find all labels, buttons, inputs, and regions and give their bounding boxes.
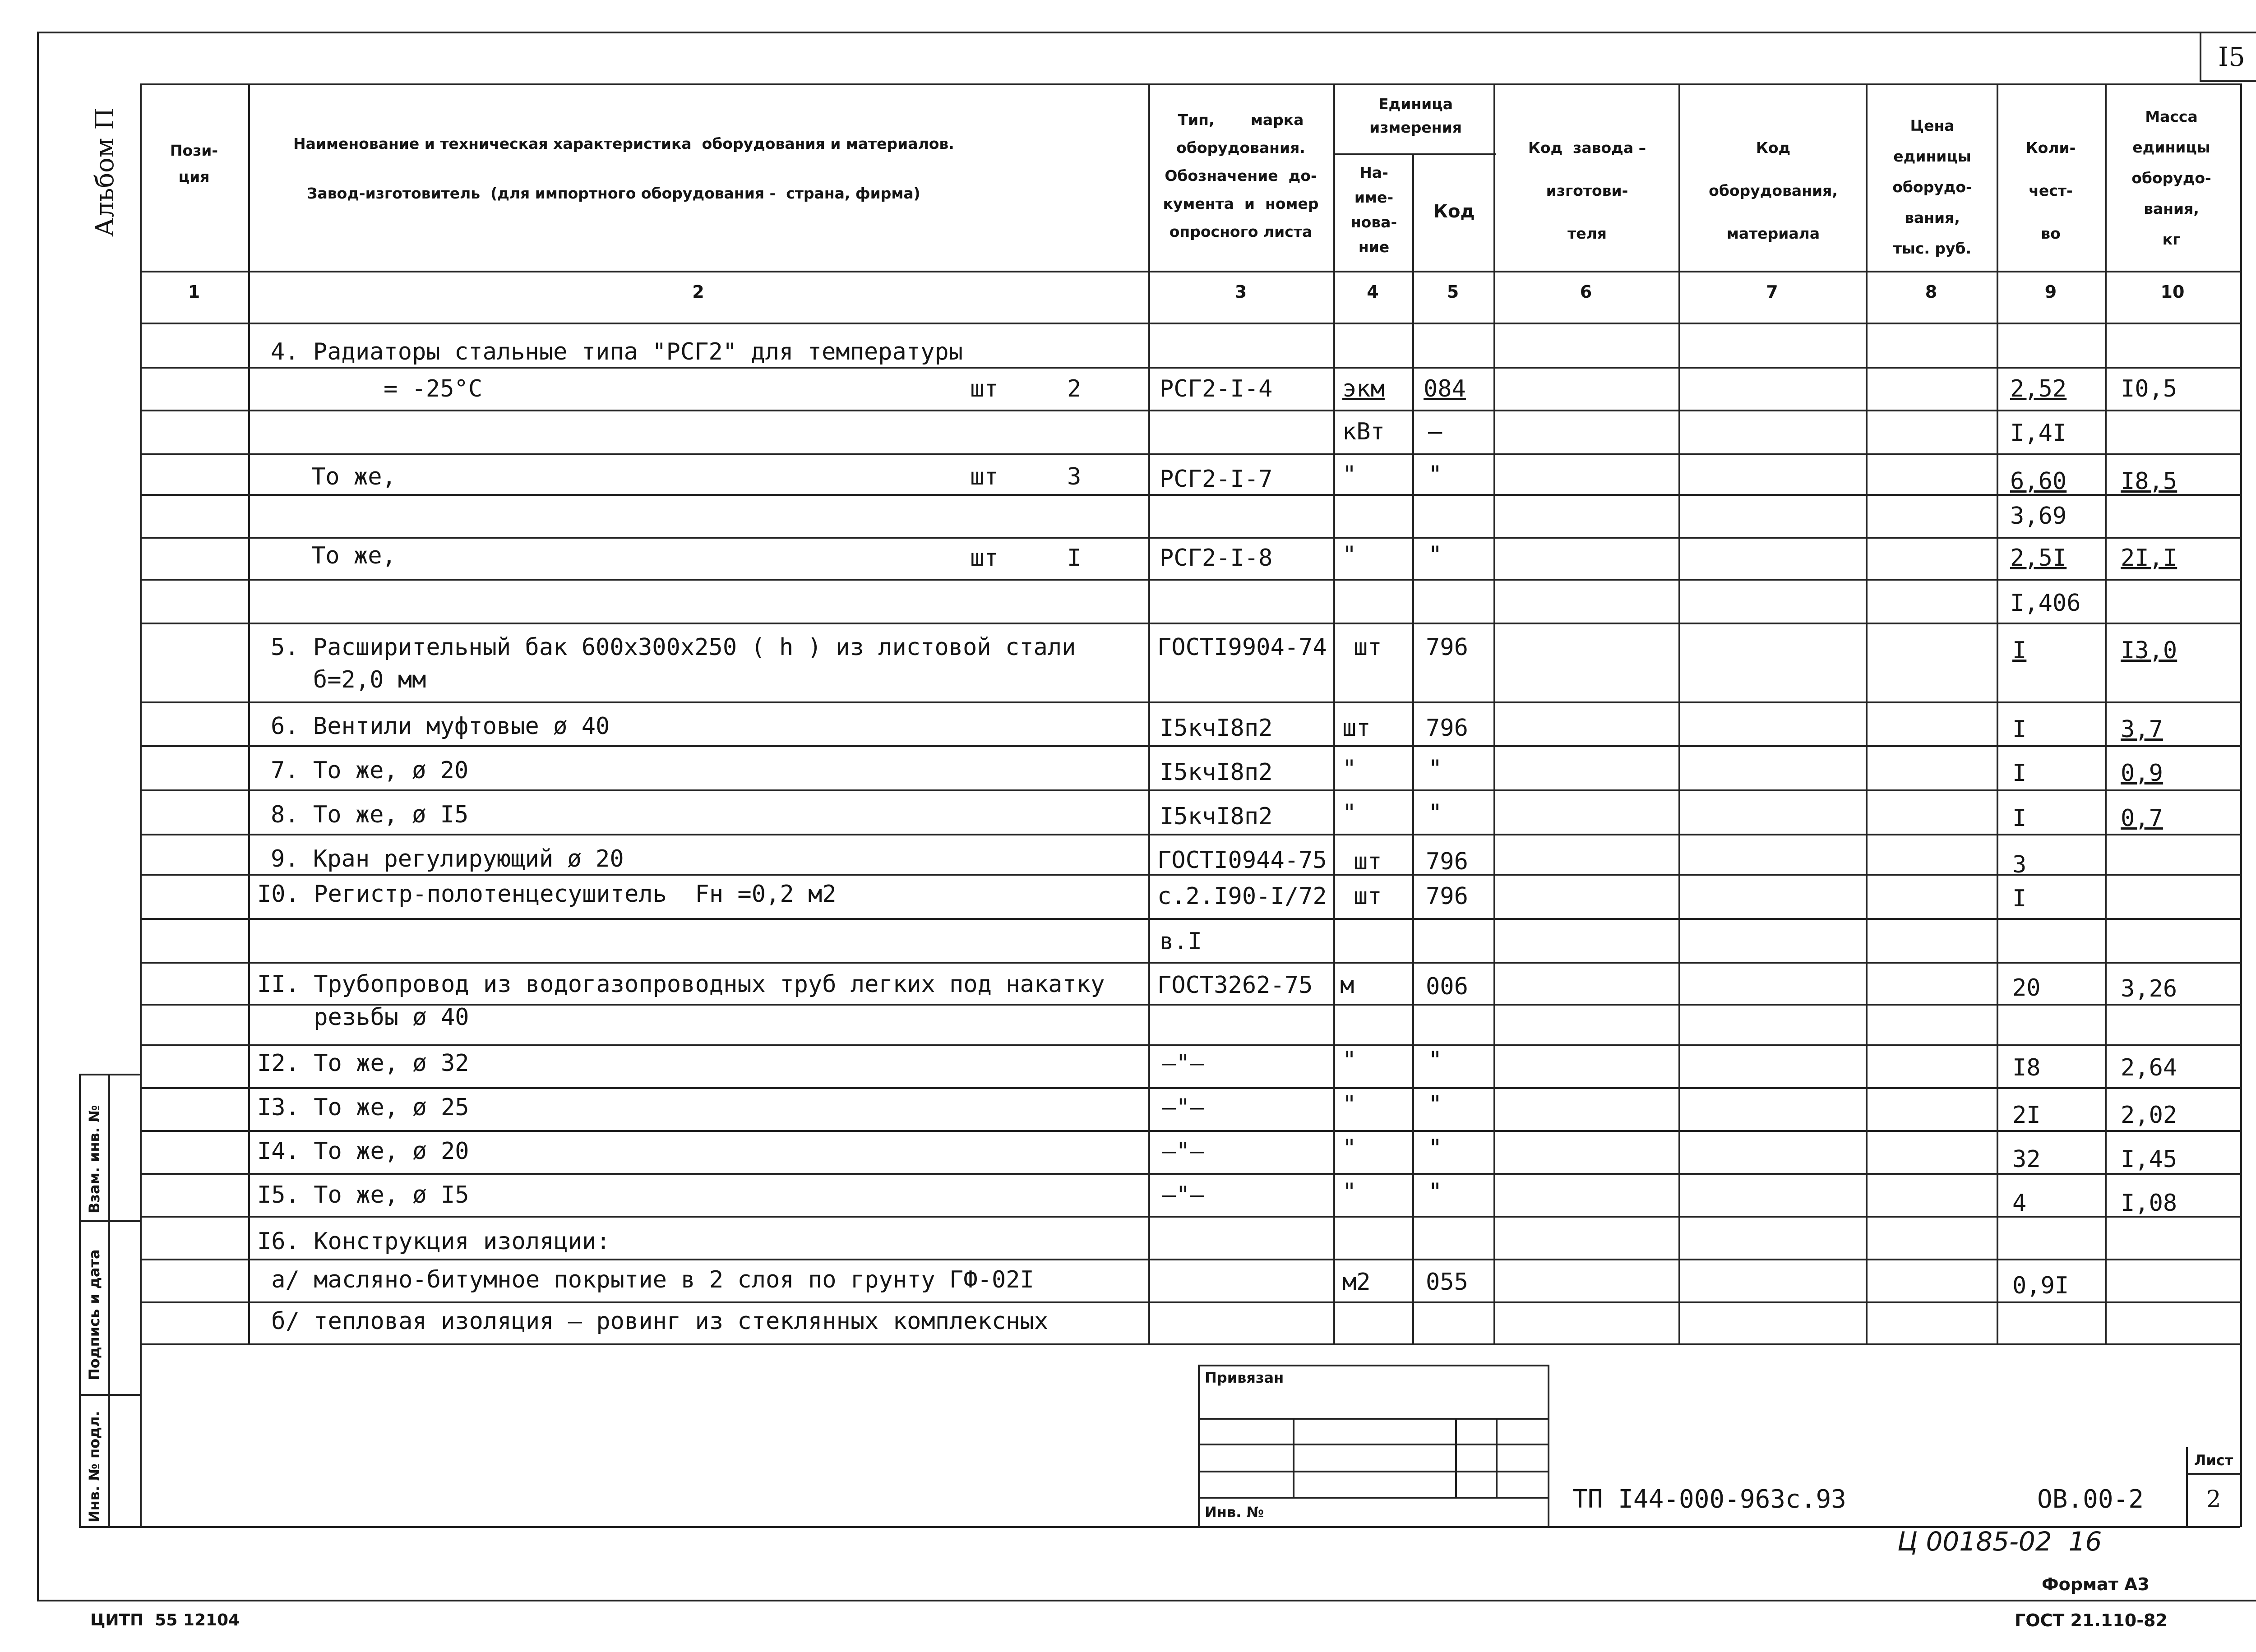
item-8-qty: I xyxy=(2012,805,2027,832)
header-quantity: Коли- чест- во xyxy=(2025,139,2076,242)
item-14-unit-name: " xyxy=(1342,1135,1357,1162)
item-10-type-2: в.I xyxy=(1160,928,1202,955)
item-11-name: II. Трубопровод из водогазопроводных труб легких под накатку xyxy=(257,971,1105,998)
item-15-unit-code: " xyxy=(1428,1178,1442,1205)
item-4-unit-name: экм xyxy=(1342,375,1385,402)
item-7-unit-code: " xyxy=(1428,755,1442,782)
side-label-vzam: Взам. инв. № xyxy=(86,1105,103,1214)
item-13-mass: 2,02 xyxy=(2121,1102,2177,1129)
item-4c-unit-name: " xyxy=(1342,541,1357,568)
item-16a-unit-code: 055 xyxy=(1426,1269,1468,1296)
item-4-mass: I0,5 xyxy=(2121,375,2177,402)
item-14-qty: 32 xyxy=(2012,1146,2041,1173)
item-10-unit-name: шт xyxy=(1354,883,1382,910)
item-14-name: I4. То же, ø 20 xyxy=(257,1138,469,1165)
item-9-qty: 3 xyxy=(2012,851,2027,878)
item-4c-qty: 2,5I xyxy=(2010,545,2067,572)
item-12-type: –"– xyxy=(1162,1050,1204,1077)
item-10-type: с.2.I90-I/72 xyxy=(1157,883,1327,910)
stamp-list-label: Лист xyxy=(2194,1452,2233,1469)
item-14-mass: I,45 xyxy=(2121,1146,2177,1173)
header-unit-code: Код xyxy=(1433,201,1475,222)
item-13-qty: 2I xyxy=(2012,1102,2041,1129)
col-number-4: 4 xyxy=(1367,282,1379,302)
header-type: Тип, марка оборудования. Обозначение до- кумента и номер опросного листа xyxy=(1163,111,1319,240)
item-4c-type: РСГ2-I-8 xyxy=(1160,545,1273,572)
item-7-name: 7. То же, ø 20 xyxy=(271,757,469,784)
header-factory-code: Код завода – изготови- теля xyxy=(1528,139,1646,242)
item-12-mass: 2,64 xyxy=(2121,1054,2177,1081)
item-11-mass: 3,26 xyxy=(2121,975,2177,1002)
stamp-doc-code: ТП I44-000-963с.93 xyxy=(1572,1485,1846,1514)
item-4-subname: = -25°C xyxy=(384,375,483,402)
item-6-name: 6. Вентили муфтовые ø 40 xyxy=(271,713,610,740)
item-4-qty-2: I,4I xyxy=(2010,420,2067,447)
item-12-name: I2. То же, ø 32 xyxy=(257,1050,469,1077)
item-16b-name: б/ тепловая изоляция – ровинг из стеклянных комплексных xyxy=(257,1308,1049,1335)
item-4b-qty-2: 3,69 xyxy=(2010,503,2067,530)
item-5-mass: I3,0 xyxy=(2121,637,2177,664)
item-10-qty: I xyxy=(2012,885,2027,912)
item-4c-unit-word: шт xyxy=(970,545,999,572)
item-11-name-2: резьбы ø 40 xyxy=(257,1004,469,1031)
col-number-3: 3 xyxy=(1234,282,1247,302)
item-10-unit-code: 796 xyxy=(1426,883,1468,910)
side-label-inv-podl: Инв. № подл. xyxy=(86,1411,103,1523)
header-equipment-code: Код оборудования, материала xyxy=(1709,139,1838,242)
col-number-5: 5 xyxy=(1447,282,1459,302)
item-13-name: I3. То же, ø 25 xyxy=(257,1094,469,1121)
col-number-1: 1 xyxy=(188,282,200,302)
item-5-name: 5. Расширительный бак 600x300x250 ( h ) из листовой стали xyxy=(271,634,1076,661)
item-4-unit-word: шт xyxy=(970,375,999,402)
item-4-unit-name-2: кВт xyxy=(1342,418,1385,445)
header-price: Цена единицы оборудо- вания, тыс. руб. xyxy=(1892,117,1972,257)
item-4b-type: РСГ2-I-7 xyxy=(1160,466,1273,493)
item-4c-mass: 2I,I xyxy=(2121,545,2177,572)
header-position: Пози- ция xyxy=(170,142,218,185)
archive-number: Ц 00185-02 16 xyxy=(1897,1526,2102,1557)
header-name-line1: Наименование и техническая характеристика оборудования и материалов. xyxy=(293,135,954,152)
item-5-name-2: б=2,0 мм xyxy=(271,666,426,693)
item-7-unit-name: " xyxy=(1342,755,1357,782)
item-15-unit-name: " xyxy=(1342,1178,1357,1205)
item-13-unit-code: " xyxy=(1428,1091,1442,1118)
item-5-qty: I xyxy=(2012,637,2027,664)
item-4-name: 4. Радиаторы стальные типа "РСГ2" для температуры xyxy=(271,338,963,365)
item-9-unit-name: шт xyxy=(1354,848,1382,875)
item-4b-unit-code: " xyxy=(1428,461,1442,488)
citp-label: ЦИТП 55 12104 xyxy=(90,1611,240,1629)
item-8-unit-code: " xyxy=(1428,799,1442,826)
item-12-qty: I8 xyxy=(2012,1054,2041,1081)
item-4b-count: 3 xyxy=(1067,463,1082,490)
item-8-type: I5кчI8п2 xyxy=(1160,803,1273,830)
item-7-type: I5кчI8п2 xyxy=(1160,759,1273,786)
item-11-unit-code: 006 xyxy=(1426,973,1468,1000)
item-5-unit-name: шт xyxy=(1354,634,1382,661)
item-6-type: I5кчI8п2 xyxy=(1160,715,1273,742)
item-15-mass: I,08 xyxy=(2121,1190,2177,1217)
col-number-9: 9 xyxy=(2044,282,2057,302)
item-11-type: ГОСТ3262-75 xyxy=(1157,972,1313,999)
item-4-unit-code: 084 xyxy=(1424,375,1466,402)
item-4-unit-code-2: – xyxy=(1428,418,1442,445)
item-9-type: ГОСТI0944-75 xyxy=(1157,847,1327,874)
item-6-mass: 3,7 xyxy=(2121,716,2163,743)
side-label-podpis: Подпись и дата xyxy=(86,1249,103,1380)
item-4c-qty-2: I,406 xyxy=(2010,590,2081,617)
item-12-unit-code: " xyxy=(1428,1047,1442,1074)
col-number-7: 7 xyxy=(1766,282,1778,302)
header-name-line2: Завод-изготовитель (для импортного оборудования - страна, фирма) xyxy=(307,185,920,202)
format-label: Формат А3 xyxy=(2042,1574,2150,1594)
item-4c-name: То же, xyxy=(311,542,396,569)
col-number-10: 10 xyxy=(2160,282,2185,302)
stamp-inv-no: Инв. № xyxy=(1205,1504,1264,1521)
album-label: Альбом П xyxy=(90,107,120,237)
item-16a-name: а/ масляно-битумное покрытие в 2 слоя по грунту ГФ-02I xyxy=(257,1266,1034,1293)
item-4c-count: I xyxy=(1067,545,1082,572)
item-5-unit-code: 796 xyxy=(1426,634,1468,661)
sheet-number: I5 xyxy=(2200,32,2256,82)
stamp-mark: ОВ.00-2 xyxy=(2037,1485,2144,1514)
item-4-qty: 2,52 xyxy=(2010,375,2067,402)
item-11-qty: 20 xyxy=(2012,974,2041,1001)
item-4b-qty: 6,60 xyxy=(2010,468,2067,495)
item-4b-unit-word: шт xyxy=(970,463,999,490)
item-4-count: 2 xyxy=(1067,375,1082,402)
item-9-name: 9. Кран регулирующий ø 20 xyxy=(271,845,624,872)
header-unit-name: На- име- нова- ние xyxy=(1350,164,1397,256)
header-unit: Единица измерения xyxy=(1369,95,1462,136)
item-15-name: I5. То же, ø I5 xyxy=(257,1181,469,1209)
item-8-unit-name: " xyxy=(1342,799,1357,826)
header-mass: Масса единицы оборудо- вания, кг xyxy=(2131,108,2211,248)
item-14-type: –"– xyxy=(1162,1138,1204,1165)
item-16a-unit-name: м2 xyxy=(1342,1269,1371,1296)
item-6-unit-name: шт xyxy=(1342,715,1371,742)
item-16-name: I6. Конструкция изоляции: xyxy=(257,1228,610,1255)
item-10-name: I0. Регистр-полотенцесушитель Fн =0,2 м2 xyxy=(257,881,837,908)
item-4b-mass: I8,5 xyxy=(2121,468,2177,495)
item-7-qty: I xyxy=(2012,760,2027,787)
item-13-type: –"– xyxy=(1162,1094,1204,1121)
item-16a-qty: 0,9I xyxy=(2012,1272,2069,1299)
col-number-8: 8 xyxy=(1925,282,1937,302)
item-5-type: ГОСТI9904-74 xyxy=(1157,634,1327,661)
item-11-unit-name: м xyxy=(1340,972,1355,999)
item-8-mass: 0,7 xyxy=(2121,805,2163,832)
gost-label: ГОСТ 21.110-82 xyxy=(2015,1610,2168,1630)
item-7-mass: 0,9 xyxy=(2121,760,2163,787)
item-14-unit-code: " xyxy=(1428,1135,1442,1162)
item-4b-unit-name: " xyxy=(1342,461,1357,488)
item-9-unit-code: 796 xyxy=(1426,848,1468,875)
stamp-privyazan: Привязан xyxy=(1205,1369,1284,1386)
col-number-6: 6 xyxy=(1580,282,1592,302)
col-number-2: 2 xyxy=(692,282,704,302)
item-4c-unit-code: " xyxy=(1428,541,1442,568)
item-4b-name: То же, xyxy=(311,463,396,490)
item-15-type: –"– xyxy=(1162,1181,1204,1209)
item-15-qty: 4 xyxy=(2012,1190,2027,1217)
item-8-name: 8. То же, ø I5 xyxy=(271,801,469,828)
item-6-unit-code: 796 xyxy=(1426,715,1468,742)
item-13-unit-name: " xyxy=(1342,1091,1357,1118)
item-6-qty: I xyxy=(2012,716,2027,743)
item-4-type: РСГ2-I-4 xyxy=(1160,375,1273,402)
stamp-list-number: 2 xyxy=(2206,1486,2221,1513)
item-12-unit-name: " xyxy=(1342,1047,1357,1074)
